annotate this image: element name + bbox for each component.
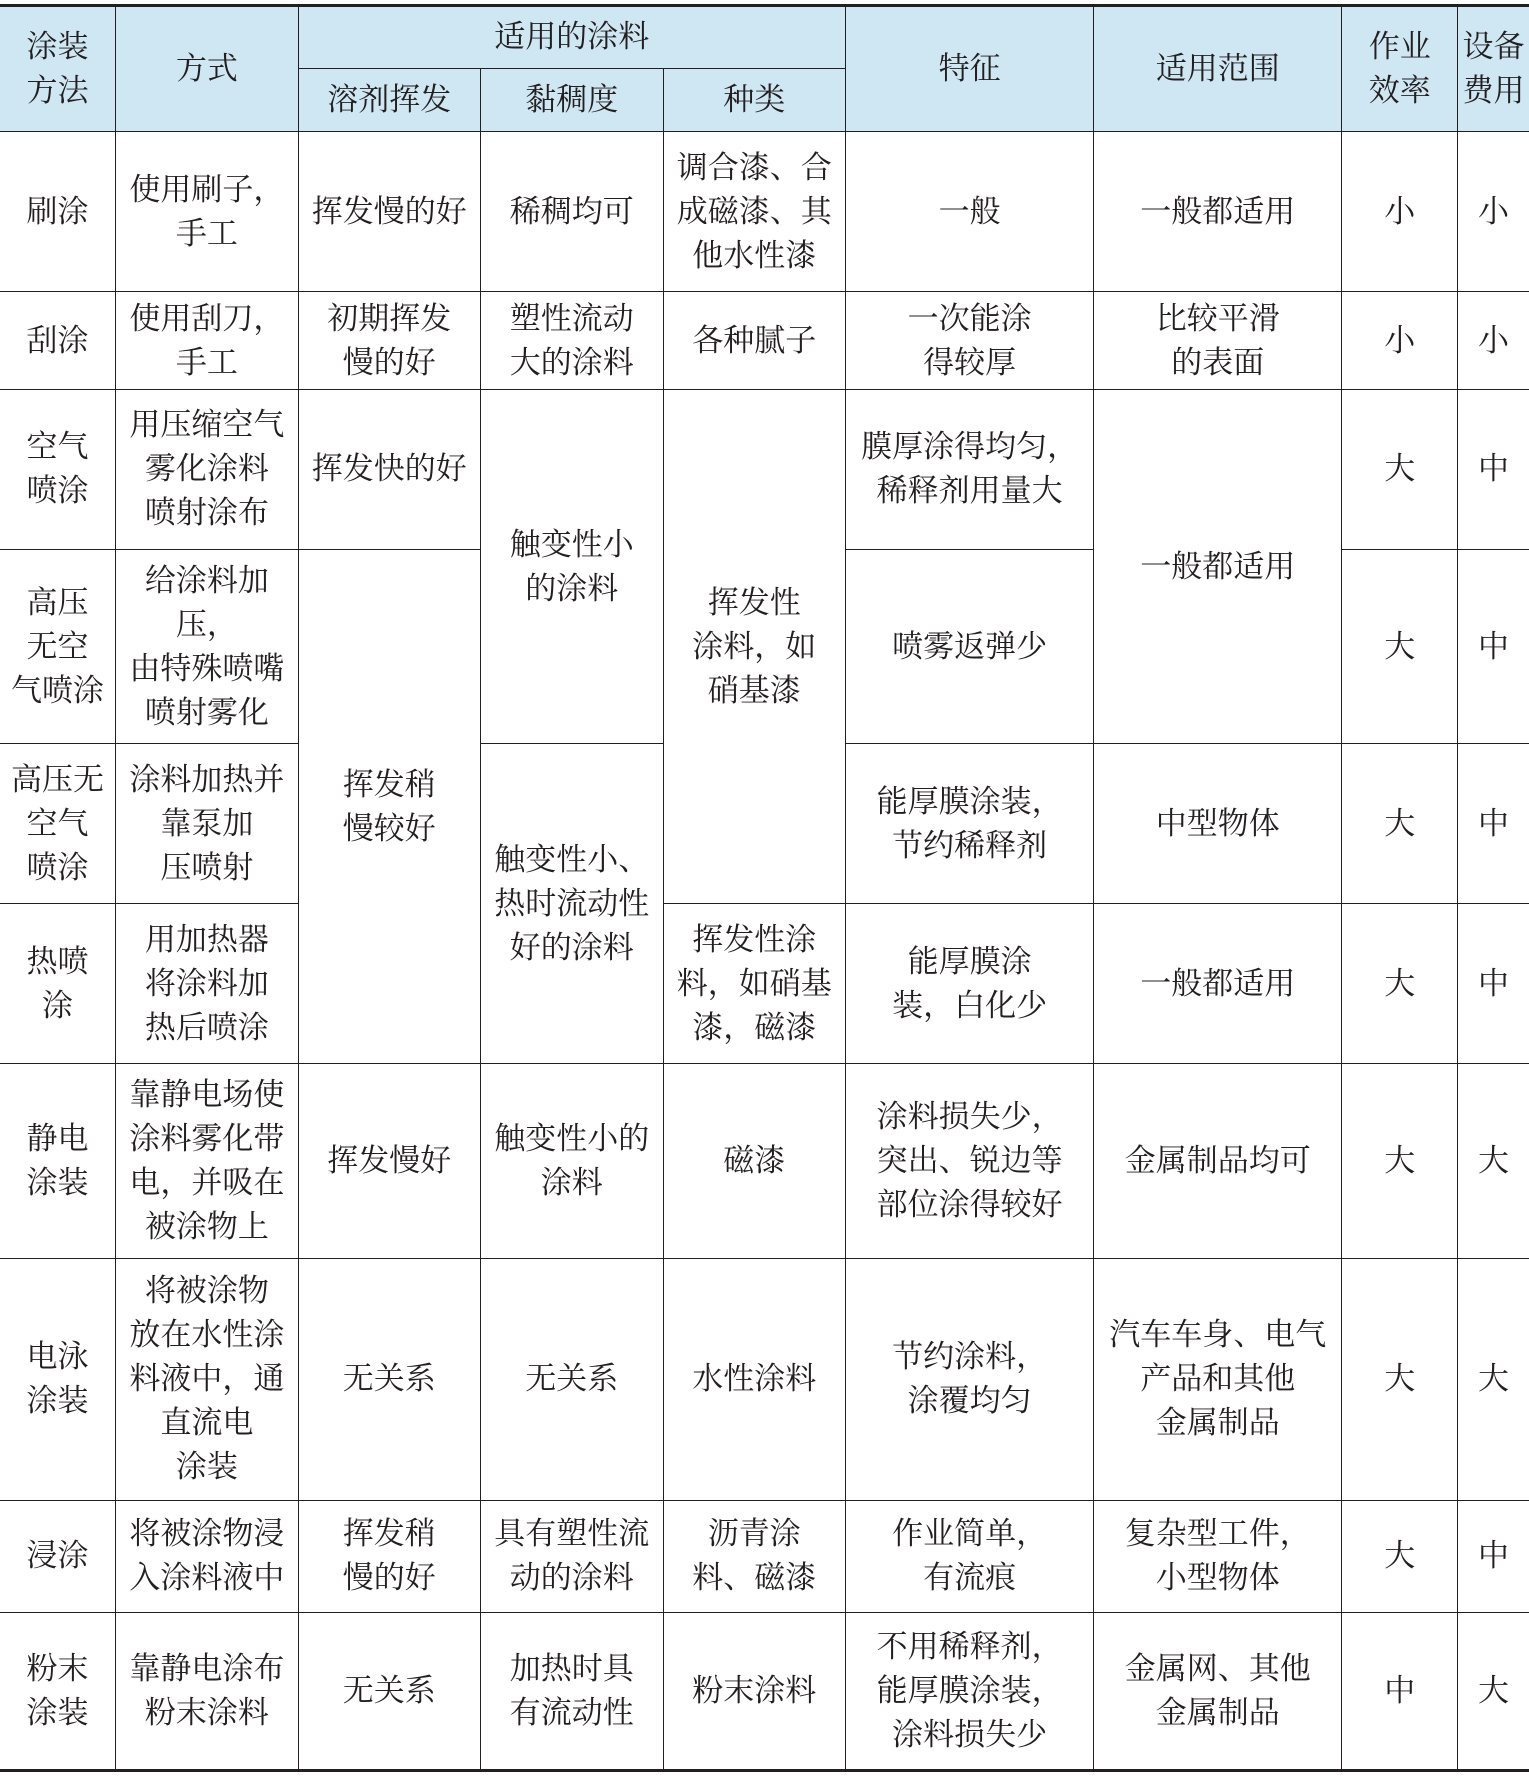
cell-mode: 将被涂物 放在水性涂 料液中，通 直流电 涂装: [116, 1258, 298, 1500]
cell-method: 高压 无空 气喷涂: [0, 550, 116, 744]
cell-scope: 一般都适用: [1094, 904, 1342, 1064]
cell-efficiency: 中: [1342, 1612, 1458, 1770]
cell-method: 热喷 涂: [0, 904, 116, 1064]
cell-scope: 汽车车身、电气 产品和其他 金属制品: [1094, 1258, 1342, 1500]
cell-kind: 挥发性涂 料，如硝基 漆，磁漆: [663, 904, 846, 1064]
cell-efficiency: 小: [1342, 292, 1458, 390]
cell-cost: 中: [1458, 1501, 1529, 1613]
cell-cost: 大: [1458, 1064, 1529, 1258]
cell-solvent: 挥发快的好: [298, 389, 480, 549]
cell-scope-merged: 一般都适用: [1094, 389, 1342, 743]
cell-efficiency: 大: [1342, 1258, 1458, 1500]
cell-solvent: 挥发稍 慢的好: [298, 1501, 480, 1613]
cell-cost: 中: [1458, 744, 1529, 904]
cell-scope: 金属网、其他 金属制品: [1094, 1612, 1342, 1770]
cell-feature: 能厚膜涂 装，白化少: [846, 904, 1094, 1064]
header-method: 涂装 方法: [0, 6, 116, 132]
cell-mode: 靠静电场使 涂料雾化带 电，并吸在 被涂物上: [116, 1064, 298, 1258]
cell-mode: 将被涂物浸 入涂料液中: [116, 1501, 298, 1613]
header-row: [0, 6, 1529, 69]
cell-viscosity: 具有塑性流 动的涂料: [481, 1501, 663, 1613]
cell-viscosity-merged: 触变性小 的涂料: [481, 389, 663, 743]
cell-mode: 给涂料加压， 由特殊喷嘴 喷射雾化: [116, 550, 298, 744]
cell-efficiency: 小: [1342, 132, 1458, 292]
cell-scope: 中型物体: [1094, 744, 1342, 904]
table-row: [0, 1501, 1529, 1613]
cell-viscosity: 加热时具 有流动性: [481, 1612, 663, 1770]
table-row: [0, 132, 1529, 292]
cell-mode: 靠静电涂布 粉末涂料: [116, 1612, 298, 1770]
cell-cost: 小: [1458, 132, 1529, 292]
cell-cost: 中: [1458, 904, 1529, 1064]
header-efficiency: 作业 效率: [1342, 6, 1458, 132]
cell-solvent: 无关系: [298, 1612, 480, 1770]
cell-viscosity: 触变性小的 涂料: [481, 1064, 663, 1258]
header-mode: 方式: [116, 6, 298, 132]
cell-method: 刷涂: [0, 132, 116, 292]
header-viscosity: 黏稠度: [481, 68, 663, 132]
cell-method: 粉末 涂装: [0, 1612, 116, 1770]
cell-cost: 大: [1458, 1612, 1529, 1770]
cell-efficiency: 大: [1342, 1064, 1458, 1258]
table-row: [0, 1064, 1529, 1258]
cell-solvent: 初期挥发 慢的好: [298, 292, 480, 390]
header-cost: 设备 费用: [1458, 6, 1529, 132]
cell-mode: 用压缩空气 雾化涂料 喷射涂布: [116, 389, 298, 549]
table-row: [0, 389, 1529, 549]
cell-efficiency: 大: [1342, 1501, 1458, 1613]
cell-solvent: 挥发慢好: [298, 1064, 480, 1258]
cell-mode: 用加热器 将涂料加 热后喷涂: [116, 904, 298, 1064]
cell-efficiency: 大: [1342, 904, 1458, 1064]
header-coating-group: 适用的涂料: [298, 6, 845, 69]
table-row: [0, 1612, 1529, 1770]
cell-kind: 水性涂料: [663, 1258, 846, 1500]
cell-mode: 使用刷子， 手工: [116, 132, 298, 292]
cell-mode: 涂料加热并 靠泵加 压喷射: [116, 744, 298, 904]
cell-feature: 一次能涂 得较厚: [846, 292, 1094, 390]
header-solvent: 溶剂挥发: [298, 68, 480, 132]
cell-cost: 小: [1458, 292, 1529, 390]
cell-solvent: 挥发慢的好: [298, 132, 480, 292]
cell-mode: 使用刮刀， 手工: [116, 292, 298, 390]
cell-method: 空气 喷涂: [0, 389, 116, 549]
table-row: [0, 904, 1529, 1064]
cell-feature: 作业简单， 有流痕: [846, 1501, 1094, 1613]
cell-feature: 能厚膜涂装， 节约稀释剂: [846, 744, 1094, 904]
cell-cost: 大: [1458, 1258, 1529, 1500]
table-row: [0, 292, 1529, 390]
cell-kind: 磁漆: [663, 1064, 846, 1258]
cell-feature: 膜厚涂得均匀， 稀释剂用量大: [846, 389, 1094, 549]
cell-scope: 金属制品均可: [1094, 1064, 1342, 1258]
cell-method: 电泳 涂装: [0, 1258, 116, 1500]
cell-efficiency: 大: [1342, 744, 1458, 904]
cell-feature: 一般: [846, 132, 1094, 292]
cell-scope: 一般都适用: [1094, 132, 1342, 292]
cell-kind-merged: 挥发性 涂料，如 硝基漆: [663, 389, 846, 903]
coating-methods-table: [0, 4, 1529, 1772]
cell-kind: 沥青涂 料、磁漆: [663, 1501, 846, 1613]
cell-kind: 调合漆、合 成磁漆、其 他水性漆: [663, 132, 846, 292]
table-row: [0, 1258, 1529, 1500]
cell-solvent-merged: 挥发稍 慢较好: [298, 550, 480, 1064]
header-kind: 种类: [663, 68, 846, 132]
cell-scope: 复杂型工件， 小型物体: [1094, 1501, 1342, 1613]
header-scope: 适用范围: [1094, 6, 1342, 132]
cell-solvent: 无关系: [298, 1258, 480, 1500]
cell-viscosity: 稀稠均可: [481, 132, 663, 292]
cell-method: 高压无 空气 喷涂: [0, 744, 116, 904]
cell-kind: 粉末涂料: [663, 1612, 846, 1770]
cell-feature: 涂料损失少， 突出、锐边等 部位涂得较好: [846, 1064, 1094, 1258]
cell-feature: 喷雾返弹少: [846, 550, 1094, 744]
header-feature: 特征: [846, 6, 1094, 132]
cell-method: 浸涂: [0, 1501, 116, 1613]
cell-efficiency: 大: [1342, 389, 1458, 549]
cell-viscosity: 塑性流动 大的涂料: [481, 292, 663, 390]
cell-kind: 各种腻子: [663, 292, 846, 390]
cell-viscosity: 无关系: [481, 1258, 663, 1500]
cell-cost: 中: [1458, 550, 1529, 744]
cell-efficiency: 大: [1342, 550, 1458, 744]
cell-feature: 节约涂料， 涂覆均匀: [846, 1258, 1094, 1500]
cell-scope: 比较平滑 的表面: [1094, 292, 1342, 390]
cell-cost: 中: [1458, 389, 1529, 549]
cell-viscosity-merged: 触变性小、 热时流动性 好的涂料: [481, 744, 663, 1064]
cell-feature: 不用稀释剂， 能厚膜涂装， 涂料损失少: [846, 1612, 1094, 1770]
cell-method: 刮涂: [0, 292, 116, 390]
cell-method: 静电 涂装: [0, 1064, 116, 1258]
